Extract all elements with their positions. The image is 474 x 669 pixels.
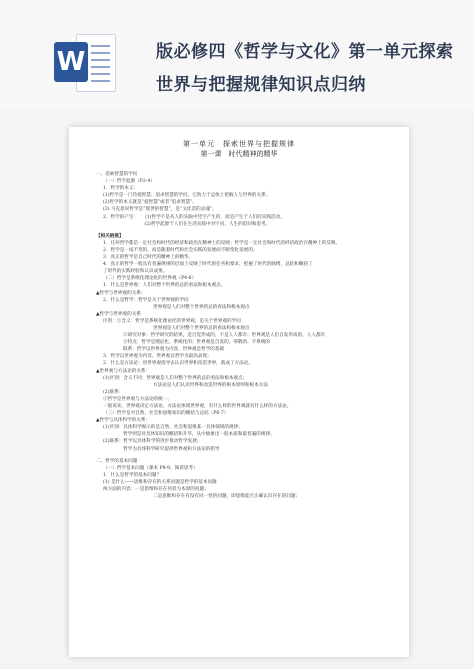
header: [0, 0, 474, 110]
document-line: (2)联系：哲学以具体科学的进步推动哲学发展；: [103, 439, 202, 445]
document-line: ①哲学是世界观与方法论的统一。: [103, 396, 172, 402]
document-line: （三）哲学是对自然、社会和思维知识的概括与总结（P6-7）: [103, 411, 229, 417]
document-line: 2．哲学是一成不变的，而是随着时代和社会实践的发展而不断变化发展的。: [103, 247, 258, 253]
document-line: (1)区别：含义不同：世界观是人们对整个世界的总的看法和根本观点；: [103, 375, 248, 381]
document-line: ▲哲学与世界观的关系: [96, 311, 141, 317]
document-line: (2)哲学的本义就是“爱智慧”或者“追求智慧”。: [103, 200, 197, 206]
document-line: 2．什么是方法论：用世界观指导去认识世界和改造世界，就成了方法论。: [103, 361, 253, 367]
document-line: 2．什么是哲学：哲学是关于世界观的学问: [103, 297, 189, 303]
document-heading: 第一单元 探索世界与把握规律: [183, 140, 295, 148]
document-line: 哲学则是对具体知识的概括和升华，从中抽象出一般本质和最普遍的规律。: [123, 432, 275, 438]
document-line: ▲哲学与具体科学的关系：: [96, 418, 151, 424]
document-line: 3．真正的哲学是自己时代的精神上的精华。: [103, 255, 194, 261]
document-line: （一）哲学基本问题（课本 P8-9，阅读思考）: [103, 465, 198, 471]
document-line: 二是思维和存在有没有同一性的问题，即思维能否正确认识存在的问题；: [153, 494, 301, 500]
document-line: 1．哲学的本义：: [103, 186, 139, 192]
document-line: 2．哲学的产生： (1)哲学不是从人的头脑中凭空产生的，而是产生于人们的实践活动。: [103, 214, 285, 220]
document-line: 方法论是人们认识世界和改造世界的根本原则和根本方法: [153, 382, 268, 388]
document-line: 3．哲学以世界观为内容，世界观以哲学为最高表现；: [103, 354, 212, 360]
word-badge: W: [54, 42, 88, 82]
document-line: (1) 是什么——思维和存在的关系问题是哲学的基本问题: [103, 479, 217, 485]
document-line: (2)哲学起源于人们在生活实践中对宇宙、人生的追问和思考。: [103, 221, 271, 227]
page-title: 版必修四《哲学与文化》第一单元探索世界与把握规律知识点归纳: [156, 42, 454, 95]
document-line: (2)联系：: [103, 389, 124, 395]
document-line: 【相关链接】: [96, 233, 124, 239]
document-subheading: 第一课 时代精神的精华: [200, 150, 278, 158]
document-body: [93, 171, 393, 500]
document-preview: [69, 127, 409, 657]
document-line: 世界观是人们对整个世界的总的看法和根本观点: [153, 304, 250, 310]
document-line: 了时代的实践经验和认识成果。: [103, 269, 168, 275]
document-line: ▲哲学与世界观的关系：: [96, 290, 146, 296]
word-icon: [54, 32, 114, 92]
document-line: 一般说来，世界观决定方法论，方法论体现世界观，有什么样的世界观就有什么样的方法论。: [103, 404, 292, 409]
document-line: 4．真正的哲学一般具有普遍规律的层面上反映了时代的任务和要求，把握了时代的脉搏，总结和概括了: [103, 262, 313, 268]
document-line: （二）哲学是系统化理论化的世界观（P4-6）: [103, 276, 197, 282]
document-heading-block: [69, 139, 409, 159]
document-line: 世界观是人们对整个世界的总的看法和根本观点: [153, 325, 250, 331]
document-line: 哲学为具体科学研究提供世界观和方法论的指导: [123, 446, 220, 452]
document-line: (1)区别：具体科学揭示的是自然、社会和思维某一具体领域的规律；: [103, 425, 243, 431]
document-line: 联系：哲学以世界观为内容，世界观是哲学的基础: [123, 347, 225, 353]
document-line: 1．什么是世界观：人们对整个世界的总的看法和根本观点。: [103, 283, 226, 289]
document-line: (3) 马克思说哲学是“现世的智慧”，是“文化活的灵魂”。: [103, 207, 217, 213]
document-line: ▲世界观与方法论的关系：: [96, 368, 151, 374]
document-line: 1．任何哲学都是一定社会和时代的经济和政治在精神上的反映；哲学是一定社会和时代的经济政治在精神上的反映。: [103, 240, 341, 246]
document-line: (1)哲学是一门热爱智慧、追求智慧的学问，它致力于总体上把握人与世界的关系。: [103, 193, 271, 199]
document-line: 一、追索智慧的学问: [96, 172, 138, 177]
document-line: 两方面的内容：一是思维和存在何者为本原的问题；: [103, 487, 209, 493]
document-line: 1．什么是哲学的基本问题？: [103, 472, 162, 478]
document-line: ②研究对象：哲学研究的结果，是自觉形成的，不是人人都有；世界观是人们自发形成的，人人都有: [123, 333, 326, 339]
document-line: （一）哲学起源（P2-4）: [103, 179, 155, 185]
document-line: 区别：①含义：哲学是系统化理论化的世界观，是关于世界观的学问: [103, 318, 241, 324]
document-line: ③特点：哲学是理论化、系统化的；世界观是自发的、零散的、不系统的: [123, 340, 271, 346]
document-line: 二、哲学的基本问题: [96, 458, 138, 464]
